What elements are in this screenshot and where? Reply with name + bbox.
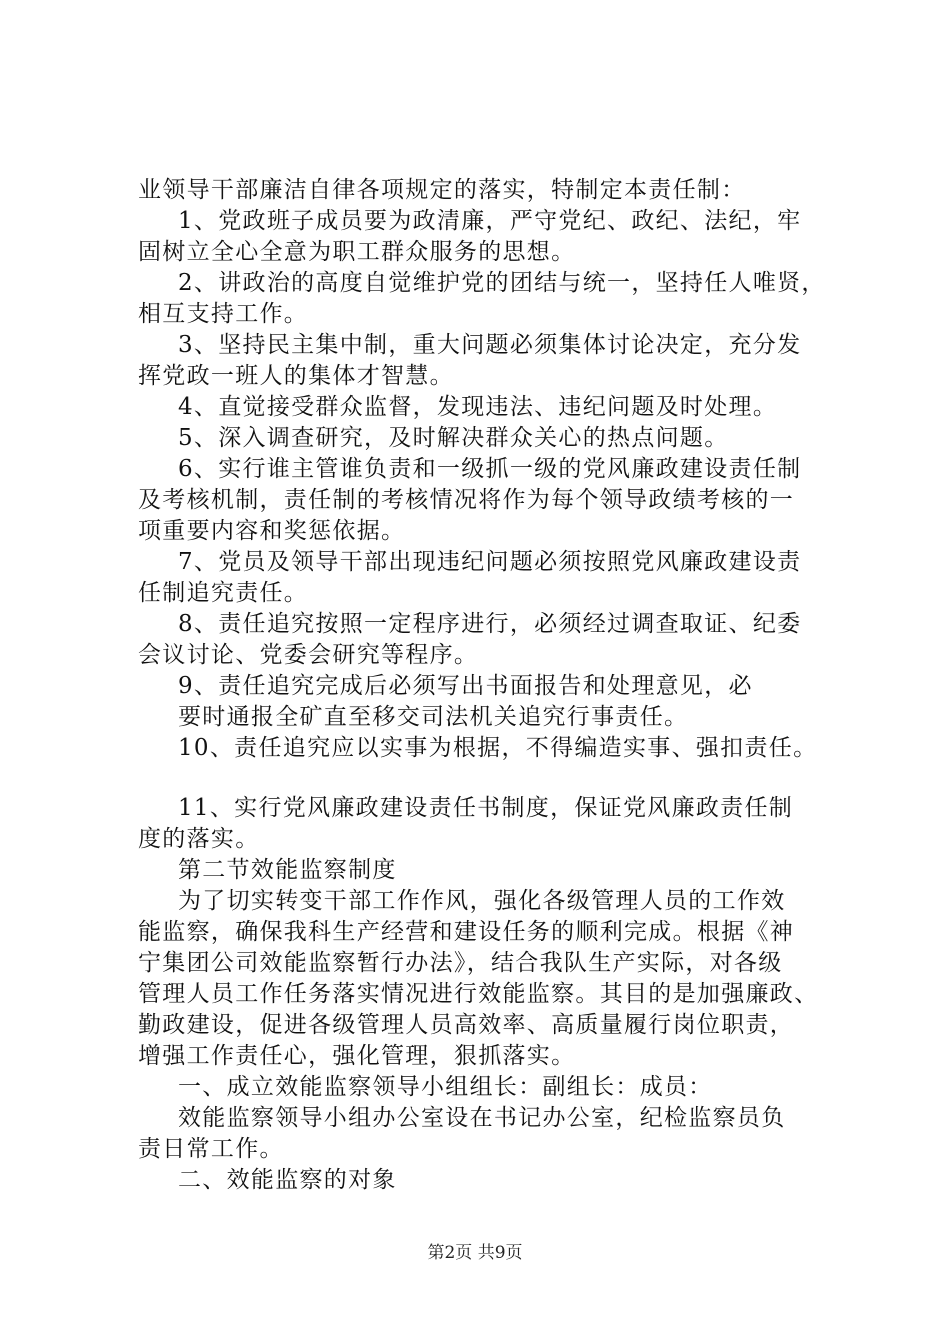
text-line: 5、深入调查研究，及时解决群众关心的热点问题。: [178, 425, 729, 451]
text-line: 任制追究责任。: [138, 580, 309, 606]
text-line: 要时通报全矿直至移交司法机关追究行事责任。: [178, 704, 689, 730]
text-line: 能监察，确保我科生产经营和建设任务的顺利完成。根据《神: [138, 919, 795, 945]
text-line: 一、成立效能监察领导小组组长：副组长：成员：: [178, 1074, 713, 1100]
text-line: 8、责任追究按照一定程序进行，必须经过调查取证、纪委: [178, 611, 802, 637]
text-line: 11、实行党风廉政建设责任书制度，保证党风廉政责任制: [178, 795, 794, 821]
text-line: 增强工作责任心，强化管理，狠抓落实。: [138, 1043, 576, 1069]
text-line: 为了切实转变干部工作作风，强化各级管理人员的工作效: [178, 888, 786, 914]
text-line: 挥党政一班人的集体才智慧。: [138, 363, 454, 389]
text-line: 10、责任追究应以实事为根据，不得编造实事、强扣责任。: [178, 735, 818, 761]
text-line: 1、党政班子成员要为政清廉，严守党纪、政纪、法纪，牢: [178, 208, 802, 234]
text-line: 责日常工作。: [138, 1136, 284, 1162]
text-line: 6、实行谁主管谁负责和一级抓一级的党风廉政建设责任制: [178, 456, 802, 482]
text-line: 效能监察领导小组办公室设在书记办公室，纪检监察员负: [178, 1105, 786, 1131]
text-line: 及考核机制，责任制的考核情况将作为每个领导政绩考核的一: [138, 487, 795, 513]
text-line: 勤政建设，促进各级管理人员高效率、高质量履行岗位职责，: [138, 1012, 795, 1038]
text-line: 4、直觉接受群众监督，发现违法、违纪问题及时处理。: [178, 394, 778, 420]
text-line: 宁集团公司效能监察暂行办法》，结合我队生产实际，对各级: [138, 950, 783, 976]
text-line: 相互支持工作。: [138, 301, 309, 327]
section-heading: 第二节效能监察制度: [178, 857, 397, 883]
text-line: 度的落实。: [138, 826, 260, 852]
text-line: 二、效能监察的对象: [178, 1167, 397, 1193]
text-line: 3、坚持民主集中制，重大问题必须集体讨论决定，充分发: [178, 332, 802, 358]
page-footer: 第2页 共9页: [427, 1243, 523, 1263]
text-line: 管理人员工作任务落实情况进行效能监察。其目的是加强廉政、: [138, 981, 819, 1007]
text-line: 固树立全心全意为职工群众服务的思想。: [138, 239, 576, 265]
text-line: 业领导干部廉洁自律各项规定的落实，特制定本责任制：: [138, 177, 746, 203]
text-line: 会议讨论、党委会研究等程序。: [138, 642, 479, 668]
text-line: 2、讲政治的高度自觉维护党的团结与统一，坚持任人唯贤，: [178, 270, 826, 296]
text-line: 9、责任追究完成后必须写出书面报告和处理意见，必: [178, 673, 753, 699]
text-line: 7、党员及领导干部出现违纪问题必须按照党风廉政建设责: [178, 549, 802, 575]
text-line: 项重要内容和奖惩依据。: [138, 518, 406, 544]
